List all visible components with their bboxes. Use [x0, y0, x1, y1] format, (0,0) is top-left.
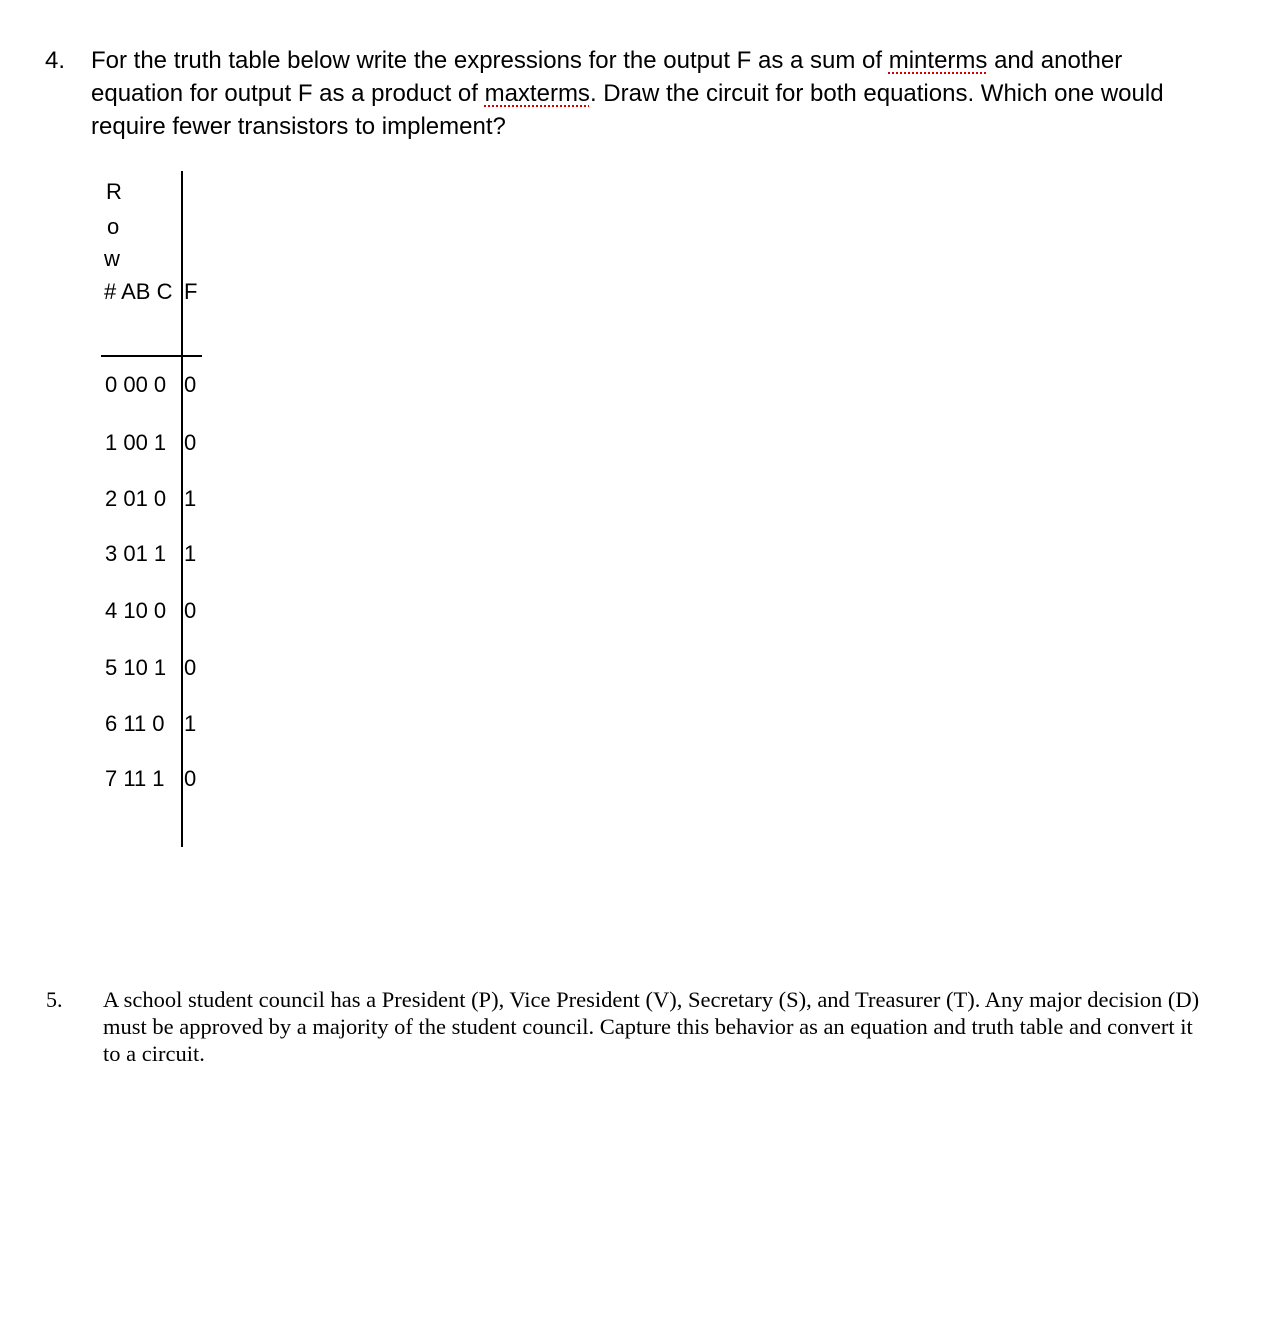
- header-letter-w: w: [104, 246, 120, 271]
- table-row-output: 0: [184, 766, 197, 791]
- table-row-inputs: 7 11 1: [105, 766, 165, 791]
- table-row-output: 0: [184, 655, 197, 680]
- table-row-inputs: 6 11 0: [105, 711, 165, 736]
- table-row-inputs: 2 01 0: [105, 486, 167, 511]
- header-columns-label: # AB C: [104, 279, 173, 304]
- table-row-inputs: 3 01 1: [105, 541, 167, 566]
- question-4-text-part: and another equation for output F as a product of: [91, 47, 1123, 107]
- header-letter-r: R: [106, 179, 122, 204]
- spelling-flag-minterms: minterms: [888, 47, 988, 74]
- question-4-text-part: For the truth table below write the expressions for the output F as a sum of: [91, 47, 889, 74]
- table-header-rule: [101, 355, 202, 357]
- header-output-label: F: [184, 279, 198, 304]
- spelling-flag-maxterms: maxterms: [484, 80, 590, 107]
- table-row-inputs: 1 00 1: [105, 430, 167, 455]
- table-row-output: 0: [184, 430, 197, 455]
- table-row-output: 1: [184, 541, 197, 566]
- header-letter-o: o: [107, 214, 120, 239]
- table-row-output: 1: [184, 711, 197, 736]
- question-4-number: 4.: [45, 47, 66, 74]
- table-vertical-divider: [181, 171, 183, 847]
- question-5-number: 5.: [46, 987, 63, 1012]
- table-row-inputs: 5 10 1: [105, 655, 167, 680]
- table-row-inputs: 0 00 0: [105, 372, 167, 397]
- table-row-inputs: 4 10 0: [105, 598, 167, 623]
- question-4-text-part: . Draw the circuit for both equations. Which one would require fewer transistors to implement?: [91, 80, 1164, 140]
- question-5-text: A school student council has a President (P), Vice President (V), Secretary (S), and Treasurer (T). Any major decision (D) must be approved by a majority of the student council. Capture this behavior as an equation and truth table and convert it to a circuit.: [103, 987, 1200, 1066]
- question-4-text: [91, 44, 1201, 143]
- table-row-output: 1: [184, 486, 197, 511]
- table-row-output: 0: [184, 372, 197, 397]
- table-row-output: 0: [184, 598, 197, 623]
